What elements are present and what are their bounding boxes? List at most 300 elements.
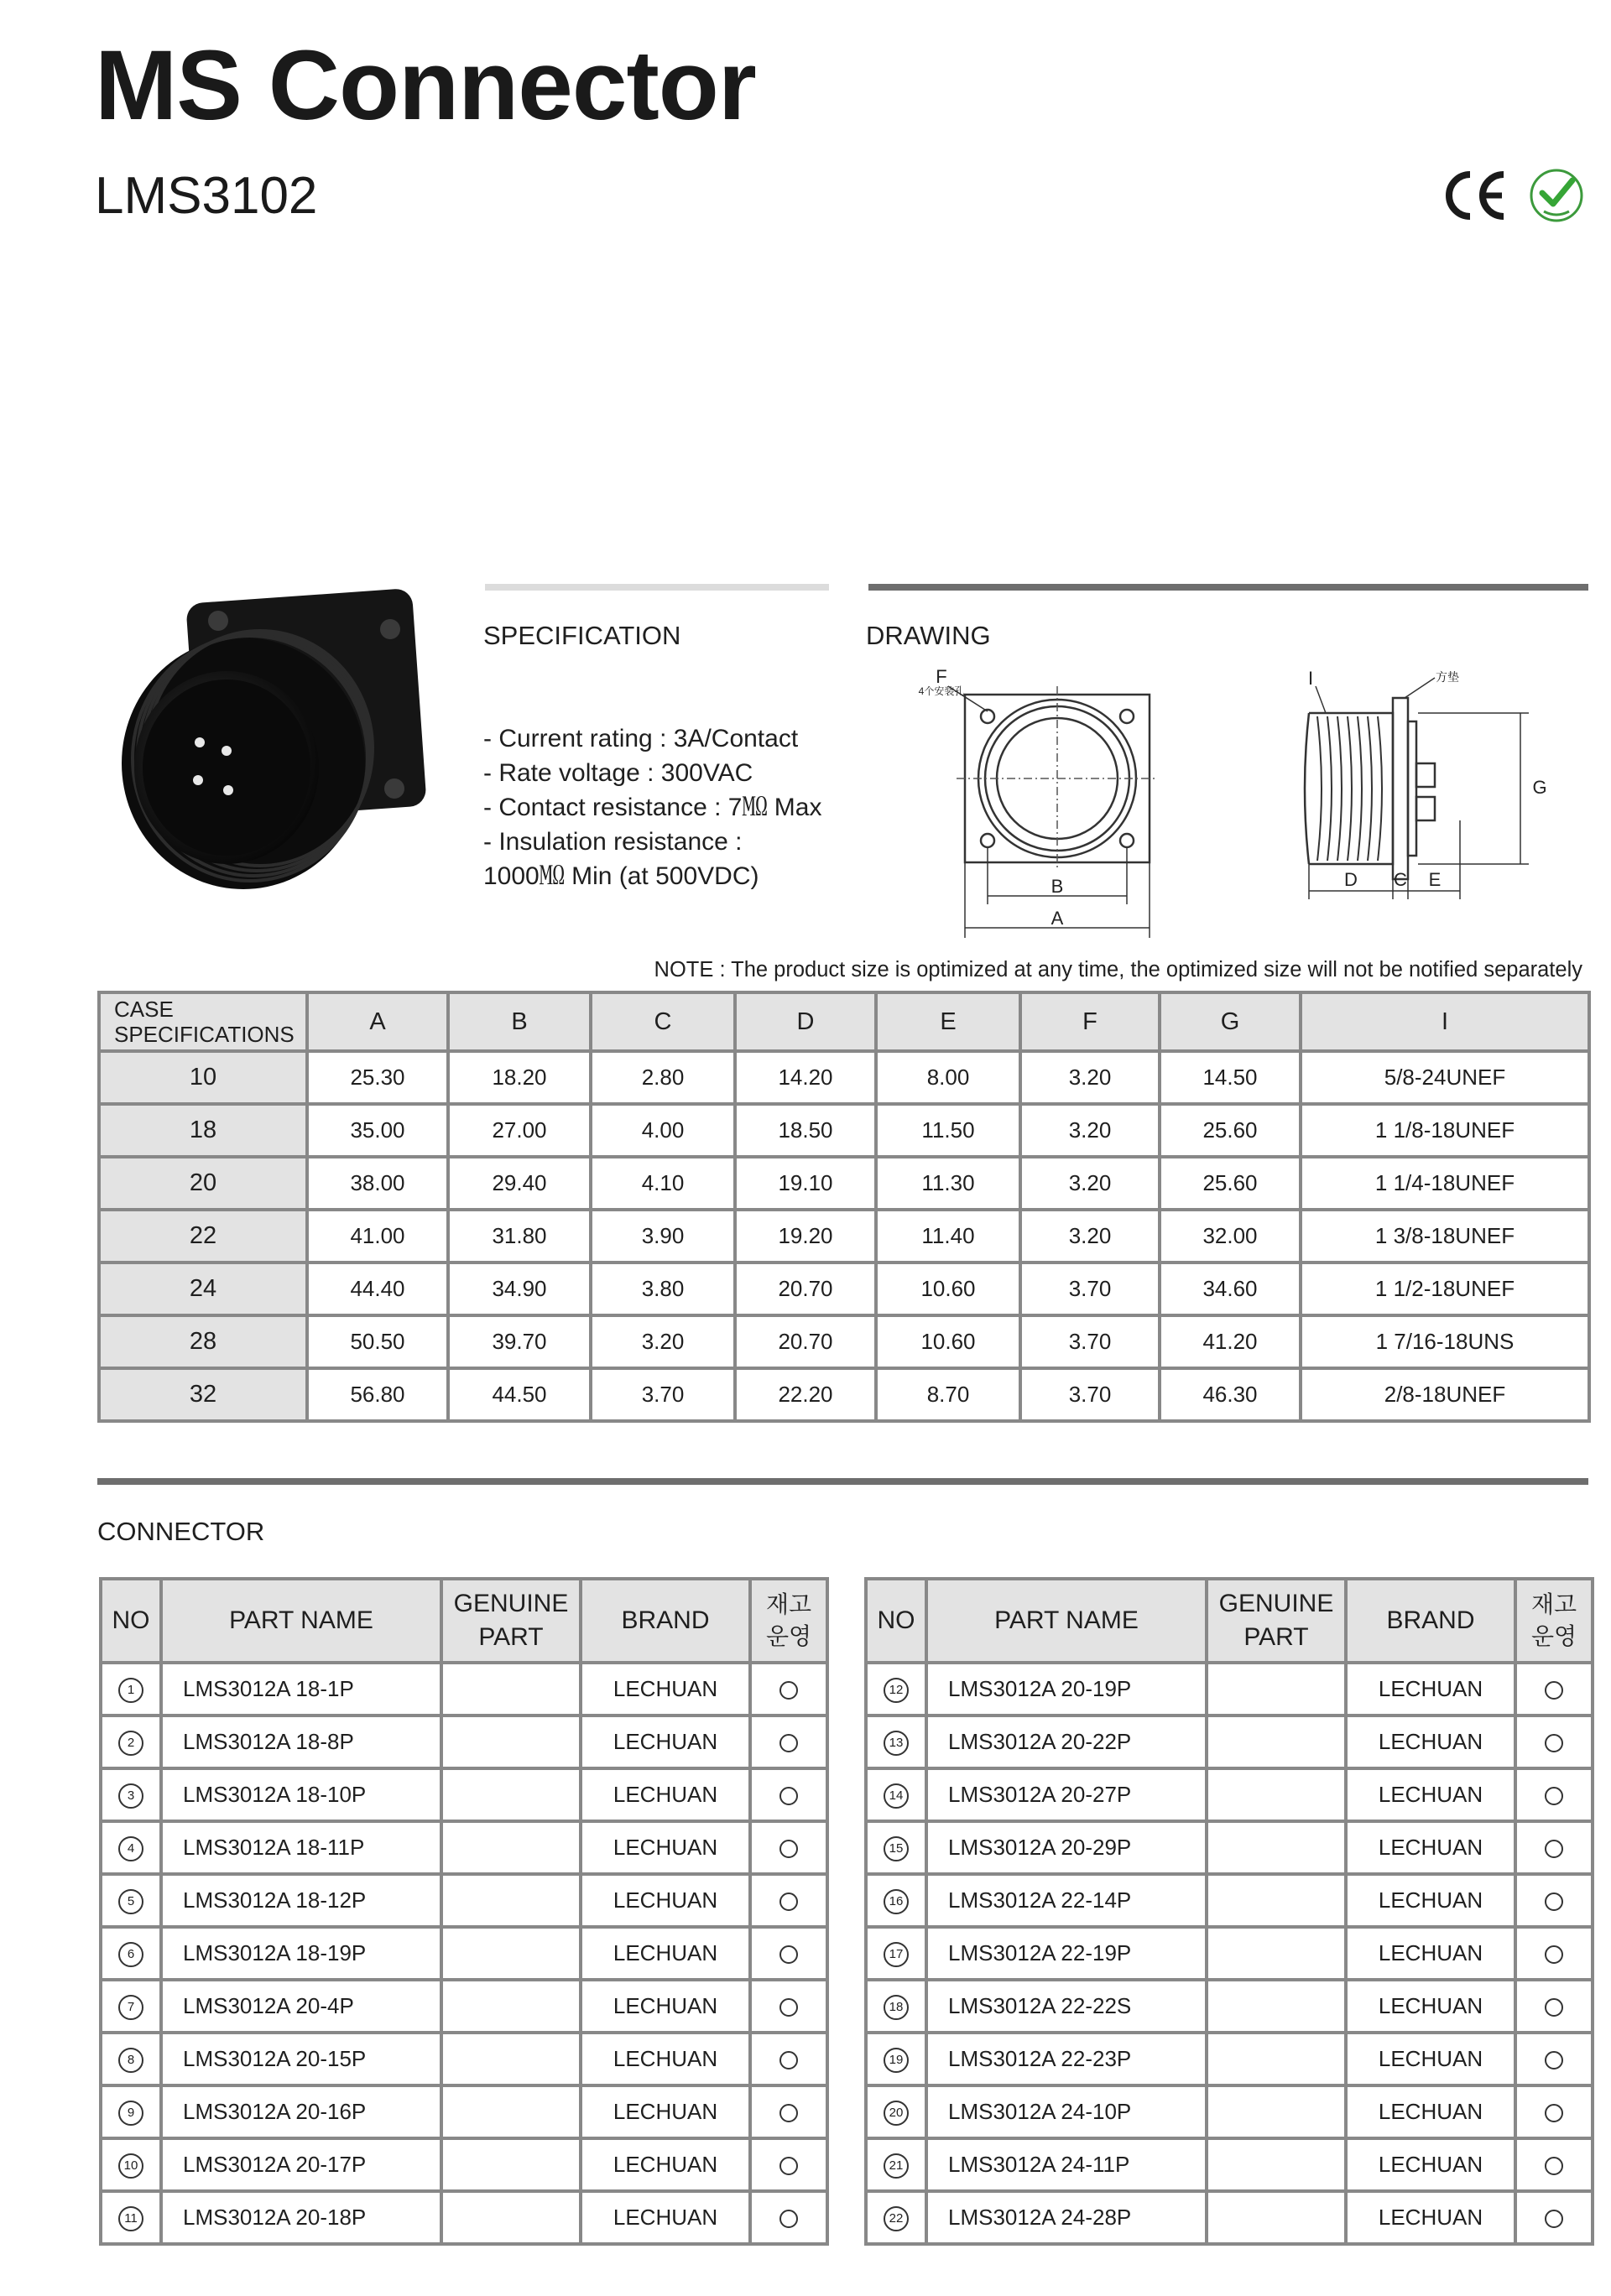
stock-status [750, 2191, 827, 2244]
genuine-part [441, 1768, 581, 1821]
table-row [866, 1874, 1593, 1927]
svg-text:C: C [1394, 869, 1407, 890]
column-header-g: G [1160, 992, 1301, 1051]
no-header: NO [101, 1579, 161, 1663]
dimensions-table [97, 991, 1591, 1423]
page-title: MS Connector [95, 30, 756, 141]
row-number [101, 2085, 161, 2138]
circled-number: 3 [118, 1783, 143, 1809]
stock-status [1515, 2191, 1593, 2244]
dimension-cell: 20.70 [735, 1315, 876, 1368]
dimension-cell: 19.20 [735, 1210, 876, 1263]
column-header-b: B [448, 992, 591, 1051]
spec-rate-voltage: - Rate voltage : 300VAC [483, 759, 753, 787]
column-header-a: A [307, 992, 448, 1051]
dimension-cell: 3.20 [1020, 1104, 1160, 1157]
svg-text:F: F [936, 666, 947, 687]
table-row [99, 1315, 1589, 1368]
rohs-mark-icon [1529, 168, 1584, 223]
stock-status [1515, 1927, 1593, 1980]
connector-rule [97, 1478, 1588, 1485]
dimension-cell: 35.00 [307, 1104, 448, 1157]
part-name: LMS3012A 20-16P [161, 2085, 441, 2138]
brand: LECHUAN [1346, 1821, 1515, 1874]
connector-table-right [864, 1577, 1594, 2246]
stock-status [750, 1821, 827, 1874]
genuine-part [441, 2085, 581, 2138]
part-name-header: PART NAME [926, 1579, 1207, 1663]
part-name: LMS3012A 18-1P [161, 1663, 441, 1715]
svg-text:E: E [1428, 869, 1442, 890]
genuine-part [441, 2033, 581, 2085]
spec-rule [485, 584, 829, 591]
connector-header-row [866, 1579, 1593, 1663]
table-row [866, 2191, 1593, 2244]
table-row [866, 1927, 1593, 1980]
dimension-cell: 50.50 [307, 1315, 448, 1368]
circled-number: 1 [118, 1678, 143, 1703]
front-view-drawing [864, 661, 1175, 938]
genuine-part [441, 1980, 581, 2033]
part-name: LMS3012A 20-27P [926, 1768, 1207, 1821]
row-number [866, 1980, 926, 2033]
brand: LECHUAN [1346, 1874, 1515, 1927]
dimension-cell: 5/8-24UNEF [1301, 1051, 1589, 1104]
circled-number: 13 [884, 1731, 909, 1756]
part-name: LMS3012A 20-15P [161, 2033, 441, 2085]
part-name: LMS3012A 18-12P [161, 1874, 441, 1927]
table-row [101, 1821, 827, 1874]
genuine-part [1207, 2033, 1346, 2085]
row-number [101, 1874, 161, 1927]
svg-text:4个安装孔: 4个安装孔 [918, 685, 965, 697]
case-size: 10 [99, 1051, 307, 1104]
row-number [101, 1715, 161, 1768]
in-stock-circle-icon [779, 2051, 798, 2070]
dimension-cell: 25.30 [307, 1051, 448, 1104]
table-row [101, 1715, 827, 1768]
stock-status [750, 2033, 827, 2085]
dimension-cell: 18.50 [735, 1104, 876, 1157]
row-number [101, 2138, 161, 2191]
brand: LECHUAN [1346, 2191, 1515, 2244]
dimension-cell: 11.30 [876, 1157, 1020, 1210]
brand: LECHUAN [581, 1715, 750, 1768]
side-view-drawing [1292, 663, 1561, 906]
table-row [101, 1874, 827, 1927]
brand: LECHUAN [581, 1874, 750, 1927]
dimension-cell: 20.70 [735, 1263, 876, 1315]
brand: LECHUAN [1346, 1715, 1515, 1768]
brand: LECHUAN [1346, 1927, 1515, 1980]
stock-status [750, 1663, 827, 1715]
stock-status [1515, 1980, 1593, 2033]
table-row [99, 1368, 1589, 1421]
ce-mark-icon [1442, 169, 1509, 221]
dimension-cell: 34.90 [448, 1263, 591, 1315]
table-row [99, 1210, 1589, 1263]
case-size: 24 [99, 1263, 307, 1315]
dimension-cell: 39.70 [448, 1315, 591, 1368]
svg-text:A: A [1051, 908, 1064, 929]
genuine-part [1207, 1980, 1346, 2033]
part-name: LMS3012A 24-28P [926, 2191, 1207, 2244]
part-name: LMS3012A 20-18P [161, 2191, 441, 2244]
dimension-cell: 27.00 [448, 1104, 591, 1157]
dimension-cell: 4.00 [591, 1104, 735, 1157]
in-stock-circle-icon [1545, 1681, 1563, 1700]
table-row [99, 1051, 1589, 1104]
table-row [866, 1768, 1593, 1821]
table-row [866, 1821, 1593, 1874]
spec-insulation-resistance: - Insulation resistance : [483, 828, 743, 856]
dimension-cell: 2/8-18UNEF [1301, 1368, 1589, 1421]
dimension-cell: 8.00 [876, 1051, 1020, 1104]
circled-number: 5 [118, 1889, 143, 1914]
svg-text:方垫: 方垫 [1436, 670, 1459, 684]
row-number [866, 2191, 926, 2244]
in-stock-circle-icon [779, 1945, 798, 1964]
brand: LECHUAN [1346, 1663, 1515, 1715]
circled-number: 2 [118, 1731, 143, 1756]
dimension-cell: 32.00 [1160, 1210, 1301, 1263]
brand: LECHUAN [581, 1927, 750, 1980]
case-specifications-header: CASE SPECIFICATIONS [99, 992, 307, 1051]
row-number [866, 1715, 926, 1768]
brand: LECHUAN [1346, 1768, 1515, 1821]
genuine-part [1207, 1927, 1346, 1980]
stock-status [750, 2085, 827, 2138]
dimension-cell: 8.70 [876, 1368, 1020, 1421]
genuine-part [1207, 1874, 1346, 1927]
table-row [101, 2191, 827, 2244]
dimension-cell: 10.60 [876, 1315, 1020, 1368]
dimension-cell: 11.40 [876, 1210, 1020, 1263]
part-name: LMS3012A 22-14P [926, 1874, 1207, 1927]
genuine-part [441, 2191, 581, 2244]
in-stock-circle-icon [1545, 2157, 1563, 2175]
genuine-part [1207, 2138, 1346, 2191]
in-stock-circle-icon [779, 1681, 798, 1700]
size-note: NOTE : The product size is optimized at any time, the optimized size will not be notified separately [654, 958, 1582, 981]
dimension-cell: 3.20 [591, 1315, 735, 1368]
row-number [866, 1927, 926, 1980]
genuine-part [1207, 1821, 1346, 1874]
circled-number: 19 [884, 2048, 909, 2073]
circled-number: 16 [884, 1889, 909, 1914]
brand: LECHUAN [581, 2191, 750, 2244]
in-stock-circle-icon [1545, 1787, 1563, 1805]
in-stock-circle-icon [779, 2210, 798, 2228]
circled-number: 14 [884, 1783, 909, 1809]
dimension-cell: 38.00 [307, 1157, 448, 1210]
in-stock-circle-icon [779, 1893, 798, 1911]
stock-header: 재고 운영 [750, 1579, 827, 1663]
brand: LECHUAN [581, 2033, 750, 2085]
circled-number: 17 [884, 1942, 909, 1967]
table-row [866, 2085, 1593, 2138]
table-row [101, 1663, 827, 1715]
row-number [101, 1663, 161, 1715]
dimension-cell: 1 1/4-18UNEF [1301, 1157, 1589, 1210]
genuine-part [1207, 1715, 1346, 1768]
table-row [101, 1768, 827, 1821]
in-stock-circle-icon [1545, 2051, 1563, 2070]
row-number [866, 1874, 926, 1927]
circled-number: 20 [884, 2101, 909, 2126]
column-header-e: E [876, 992, 1020, 1051]
in-stock-circle-icon [779, 2104, 798, 2122]
part-name: LMS3012A 20-17P [161, 2138, 441, 2191]
brand: LECHUAN [581, 1768, 750, 1821]
part-name: LMS3012A 18-11P [161, 1821, 441, 1874]
stock-status [750, 1874, 827, 1927]
genuine-part [1207, 1768, 1346, 1821]
table-row [101, 2138, 827, 2191]
spec-contact-resistance: - Contact resistance : 7㏁ Max [483, 794, 822, 821]
circled-number: 4 [118, 1836, 143, 1861]
dimension-cell: 44.40 [307, 1263, 448, 1315]
part-name: LMS3012A 24-10P [926, 2085, 1207, 2138]
genuine-part [441, 1874, 581, 1927]
part-name: LMS3012A 24-11P [926, 2138, 1207, 2191]
part-name: LMS3012A 18-19P [161, 1927, 441, 1980]
row-number [101, 1768, 161, 1821]
dimension-cell: 3.70 [591, 1368, 735, 1421]
row-number [866, 1768, 926, 1821]
spec-current-rating: - Current rating : 3A/Contact [483, 725, 799, 752]
row-number [101, 2033, 161, 2085]
table-row [866, 1715, 1593, 1768]
genuine-part [441, 2138, 581, 2191]
case-size: 28 [99, 1315, 307, 1368]
stock-status [1515, 1663, 1593, 1715]
dimension-cell: 19.10 [735, 1157, 876, 1210]
dimension-cell: 3.20 [1020, 1051, 1160, 1104]
genuine-part-header: GENUINE PART [441, 1579, 581, 1663]
table-row [99, 1104, 1589, 1157]
svg-text:D: D [1344, 869, 1358, 890]
stock-status [750, 1927, 827, 1980]
svg-text:B: B [1051, 876, 1064, 897]
genuine-part [1207, 1663, 1346, 1715]
brand-header: BRAND [581, 1579, 750, 1663]
part-name: LMS3012A 18-8P [161, 1715, 441, 1768]
dimension-cell: 31.80 [448, 1210, 591, 1263]
table-row [866, 1980, 1593, 2033]
stock-header: 재고 운영 [1515, 1579, 1593, 1663]
part-name: LMS3012A 22-19P [926, 1927, 1207, 1980]
stock-status [750, 1980, 827, 2033]
circled-number: 15 [884, 1836, 909, 1861]
svg-text:G: G [1532, 777, 1547, 798]
brand: LECHUAN [581, 1821, 750, 1874]
dimension-cell: 3.70 [1020, 1315, 1160, 1368]
case-size: 20 [99, 1157, 307, 1210]
in-stock-circle-icon [1545, 1734, 1563, 1752]
genuine-part [441, 1821, 581, 1874]
stock-status [750, 1768, 827, 1821]
genuine-part [1207, 2191, 1346, 2244]
dimension-cell: 14.50 [1160, 1051, 1301, 1104]
circled-number: 12 [884, 1678, 909, 1703]
connector-heading: CONNECTOR [97, 1517, 265, 1546]
dimension-cell: 2.80 [591, 1051, 735, 1104]
brand: LECHUAN [1346, 1980, 1515, 2033]
table-row [866, 1663, 1593, 1715]
genuine-part [1207, 2085, 1346, 2138]
dimension-cell: 29.40 [448, 1157, 591, 1210]
table-row [99, 1263, 1589, 1315]
dimension-cell: 41.20 [1160, 1315, 1301, 1368]
column-header-i: I [1301, 992, 1589, 1051]
brand: LECHUAN [1346, 2033, 1515, 2085]
row-number [866, 2138, 926, 2191]
connector-photo [117, 579, 436, 906]
part-name: LMS3012A 20-19P [926, 1663, 1207, 1715]
svg-text:I: I [1307, 668, 1314, 689]
part-name: LMS3012A 20-4P [161, 1980, 441, 2033]
dimension-cell: 1 1/2-18UNEF [1301, 1263, 1589, 1315]
case-size: 18 [99, 1104, 307, 1157]
drawing-heading: DRAWING [866, 621, 991, 650]
circled-number: 7 [118, 1995, 143, 2020]
spec-insulation-value: 1000㏁ Min (at 500VDC) [483, 862, 759, 890]
connector-header-row [101, 1579, 827, 1663]
brand: LECHUAN [1346, 2085, 1515, 2138]
in-stock-circle-icon [779, 1734, 798, 1752]
circled-number: 11 [118, 2206, 143, 2231]
case-size: 22 [99, 1210, 307, 1263]
stock-status [750, 2138, 827, 2191]
dimension-cell: 25.60 [1160, 1104, 1301, 1157]
dimension-cell: 1 1/8-18UNEF [1301, 1104, 1589, 1157]
dimension-cell: 11.50 [876, 1104, 1020, 1157]
dimension-cell: 3.80 [591, 1263, 735, 1315]
dimension-cell: 34.60 [1160, 1263, 1301, 1315]
stock-status [1515, 2033, 1593, 2085]
brand: LECHUAN [581, 2085, 750, 2138]
circled-number: 9 [118, 2101, 143, 2126]
in-stock-circle-icon [1545, 1840, 1563, 1858]
no-header: NO [866, 1579, 926, 1663]
connector-table-left [99, 1577, 829, 2246]
stock-status [1515, 1821, 1593, 1874]
dimension-cell: 14.20 [735, 1051, 876, 1104]
stock-status [1515, 2138, 1593, 2191]
genuine-part-header: GENUINE PART [1207, 1579, 1346, 1663]
drawing-rule [868, 584, 1588, 591]
dimension-cell: 56.80 [307, 1368, 448, 1421]
in-stock-circle-icon [1545, 2210, 1563, 2228]
row-number [101, 1821, 161, 1874]
in-stock-circle-icon [1545, 1945, 1563, 1964]
row-number [866, 2033, 926, 2085]
genuine-part [441, 1927, 581, 1980]
part-name: LMS3012A 22-22S [926, 1980, 1207, 2033]
brand: LECHUAN [581, 1980, 750, 2033]
dimension-cell: 3.20 [1020, 1157, 1160, 1210]
dimension-cell: 3.90 [591, 1210, 735, 1263]
dimension-cell: 25.60 [1160, 1157, 1301, 1210]
in-stock-circle-icon [779, 1840, 798, 1858]
table-row [101, 2085, 827, 2138]
dimension-cell: 44.50 [448, 1368, 591, 1421]
circled-number: 18 [884, 1995, 909, 2020]
dimension-cell: 22.20 [735, 1368, 876, 1421]
circled-number: 21 [884, 2153, 909, 2179]
in-stock-circle-icon [1545, 2104, 1563, 2122]
table-row [101, 1927, 827, 1980]
stock-status [1515, 1715, 1593, 1768]
brand-header: BRAND [1346, 1579, 1515, 1663]
model-number: LMS3102 [95, 167, 318, 225]
in-stock-circle-icon [779, 2157, 798, 2175]
case-size: 32 [99, 1368, 307, 1421]
stock-status [1515, 1768, 1593, 1821]
table-row [101, 1980, 827, 2033]
genuine-part [441, 1715, 581, 1768]
part-name: LMS3012A 20-22P [926, 1715, 1207, 1768]
part-name: LMS3012A 20-29P [926, 1821, 1207, 1874]
table-row [99, 1157, 1589, 1210]
specification-heading: SPECIFICATION [483, 621, 681, 650]
row-number [866, 2085, 926, 2138]
spec-list [483, 721, 821, 893]
dimension-cell: 3.20 [1020, 1210, 1160, 1263]
brand: LECHUAN [1346, 2138, 1515, 2191]
in-stock-circle-icon [1545, 1893, 1563, 1911]
dimension-cell: 41.00 [307, 1210, 448, 1263]
dimension-cell: 1 7/16-18UNS [1301, 1315, 1589, 1368]
table-row [101, 2033, 827, 2085]
dimension-cell: 10.60 [876, 1263, 1020, 1315]
circled-number: 22 [884, 2206, 909, 2231]
stock-status [750, 1715, 827, 1768]
in-stock-circle-icon [1545, 1998, 1563, 2017]
circled-number: 10 [118, 2153, 143, 2179]
in-stock-circle-icon [779, 1787, 798, 1805]
part-name: LMS3012A 18-10P [161, 1768, 441, 1821]
dimension-cell: 46.30 [1160, 1368, 1301, 1421]
brand: LECHUAN [581, 2138, 750, 2191]
in-stock-circle-icon [779, 1998, 798, 2017]
stock-status [1515, 1874, 1593, 1927]
table-row [866, 2138, 1593, 2191]
dimension-cell: 3.70 [1020, 1368, 1160, 1421]
dimension-cell: 18.20 [448, 1051, 591, 1104]
row-number [101, 2191, 161, 2244]
row-number [866, 1663, 926, 1715]
dimension-cell: 1 3/8-18UNEF [1301, 1210, 1589, 1263]
part-name: LMS3012A 22-23P [926, 2033, 1207, 2085]
column-header-f: F [1020, 992, 1160, 1051]
column-header-c: C [591, 992, 735, 1051]
dimension-cell: 3.70 [1020, 1263, 1160, 1315]
brand: LECHUAN [581, 1663, 750, 1715]
column-header-d: D [735, 992, 876, 1051]
part-name-header: PART NAME [161, 1579, 441, 1663]
dimensions-header-row [99, 992, 1589, 1051]
genuine-part [441, 1663, 581, 1715]
circled-number: 6 [118, 1942, 143, 1967]
row-number [101, 1980, 161, 2033]
row-number [101, 1927, 161, 1980]
dimension-cell: 4.10 [591, 1157, 735, 1210]
row-number [866, 1821, 926, 1874]
circled-number: 8 [118, 2048, 143, 2073]
stock-status [1515, 2085, 1593, 2138]
